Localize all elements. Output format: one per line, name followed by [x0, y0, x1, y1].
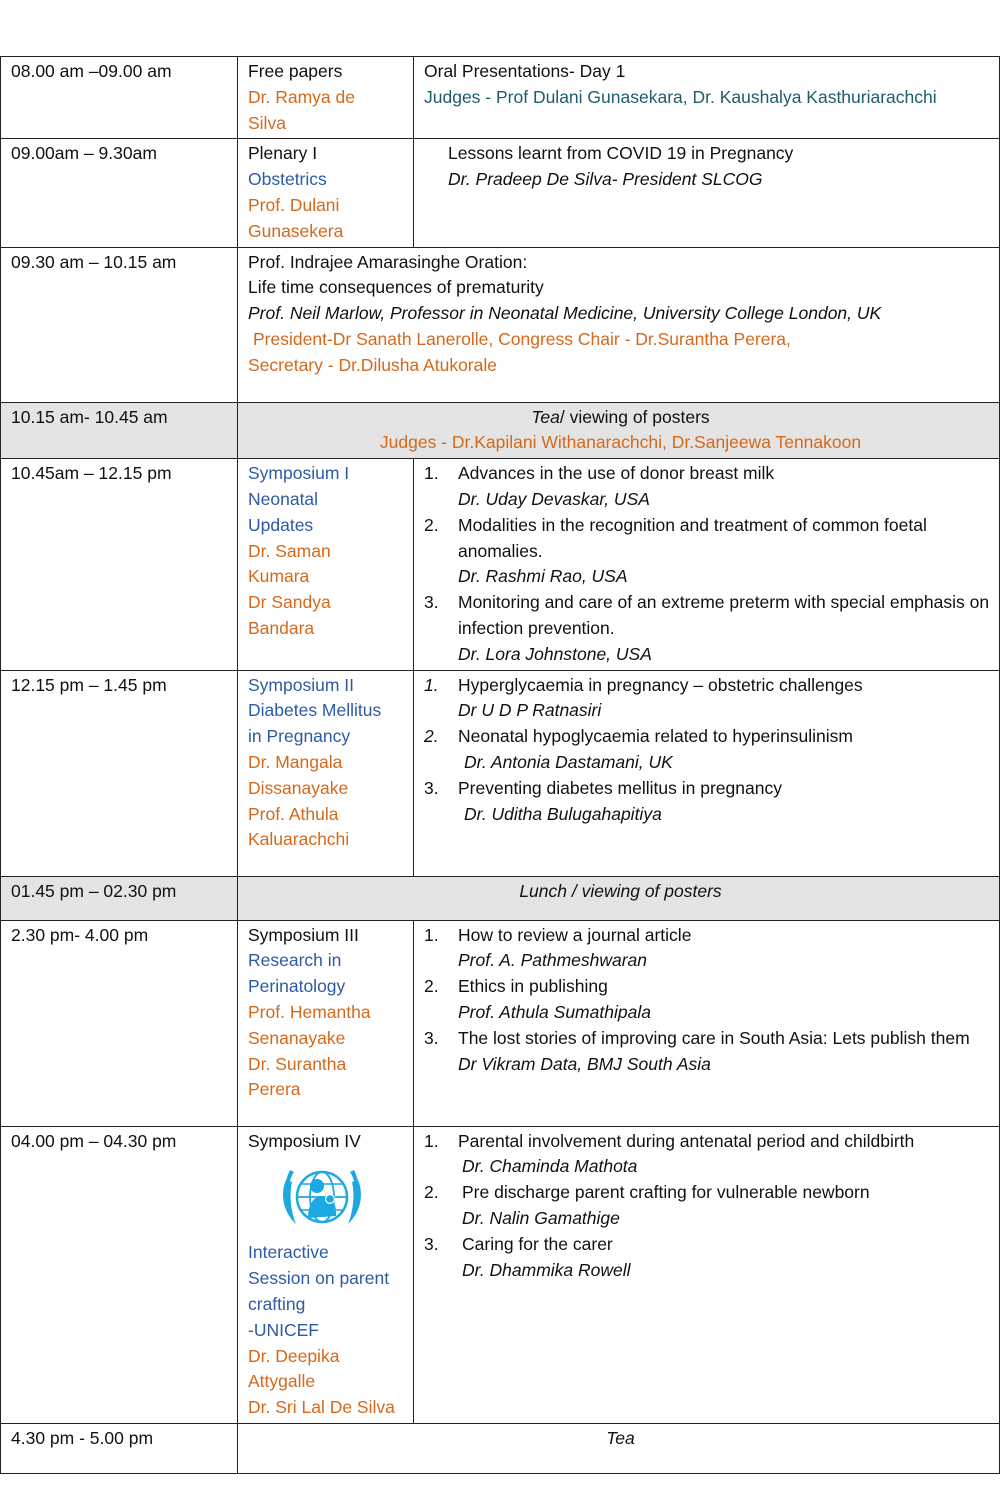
session-line: Updates	[248, 514, 314, 535]
chair-line: Dr. Deepika	[248, 1345, 340, 1366]
speaker-line: Dr. Chaminda Mathota	[462, 1156, 638, 1177]
speaker-line: Prof. Neil Marlow, Professor in Neonatal Medicine, University College London, UK	[248, 303, 882, 324]
session-cell	[238, 1126, 414, 1423]
break-label-rest: / viewing of posters	[559, 406, 710, 427]
time-cell: 09.00am – 9.30am	[1, 139, 238, 247]
item-number: 1.	[424, 674, 439, 695]
break-label: Tea	[606, 1427, 635, 1448]
list-item	[424, 590, 993, 642]
item-title: Caring for the carer	[462, 1233, 613, 1254]
list-item	[424, 776, 993, 802]
session-cell	[238, 57, 414, 139]
break-cell	[238, 402, 1000, 459]
item-number: 1.	[424, 463, 439, 484]
item-number: 2.	[424, 1182, 439, 1203]
table-row	[1, 1126, 1000, 1423]
chair-line: Gunasekera	[248, 220, 344, 241]
chair-line: Dr. Saman	[248, 540, 331, 561]
table-row	[1, 459, 1000, 670]
session-title: Symposium IV	[248, 1130, 361, 1151]
session-line: Symposium II	[248, 674, 354, 695]
list-item	[424, 923, 993, 949]
item-title: Pre discharge parent crafting for vulnerable newborn	[462, 1182, 870, 1203]
table-row	[1, 57, 1000, 139]
item-title: The lost stories of improving care in South Asia: Lets publish them	[458, 1027, 970, 1048]
content-cell	[414, 57, 1000, 139]
item-title: Parental involvement during antenatal period and childbirth	[458, 1130, 915, 1151]
content-cell	[414, 1126, 1000, 1423]
speaker-line: Dr. Nalin Gamathige	[462, 1207, 620, 1228]
table-row	[1, 1423, 1000, 1473]
time-cell: 10.45am – 12.15 pm	[1, 459, 238, 670]
time-cell: 08.00 am –09.00 am	[1, 57, 238, 139]
judges-line: Judges - Prof Dulani Gunasekara, Dr. Kaushalya Kasthuriarachchi	[424, 86, 937, 107]
speaker-line: Dr. Uditha Bulugahapitiya	[464, 803, 662, 824]
chair-line: Perera	[248, 1079, 301, 1100]
item-number: 2.	[424, 514, 439, 535]
item-title: Ethics in publishing	[458, 976, 608, 997]
chair-line: Prof. Athula	[248, 803, 339, 824]
session-line: in Pregnancy	[248, 726, 351, 747]
session-line: Research in	[248, 950, 342, 971]
item-number: 2.	[424, 726, 439, 747]
oration-subtitle: Life time consequences of prematurity	[248, 277, 544, 298]
table-row	[1, 247, 1000, 402]
judges-line: Judges - Dr.Kapilani Withanarachchi, Dr.Sanjeewa Tennakoon	[379, 432, 862, 453]
chair-line: Dr. Surantha	[248, 1053, 347, 1074]
item-title: Neonatal hypoglycaemia related to hyperinsulinism	[458, 726, 853, 747]
speaker-line: Dr. Dhammika Rowell	[462, 1259, 631, 1280]
session-cell	[238, 920, 414, 1126]
session-line: Neonatal	[248, 488, 319, 509]
item-title: Monitoring and care of an extreme preterm with special emphasis on infection prevention.	[458, 592, 990, 638]
list-item	[424, 461, 993, 487]
session-line: Perinatology	[248, 976, 346, 997]
speaker-line: Dr. Pradeep De Silva- President SLCOG	[448, 169, 763, 190]
content-title: Oral Presentations- Day 1	[424, 61, 626, 81]
session-line: Interactive	[248, 1242, 329, 1263]
schedule-table	[0, 56, 1000, 1474]
session-title: Symposium III	[248, 924, 359, 945]
session-line: Session on parent	[248, 1268, 390, 1289]
session-cell	[238, 459, 414, 670]
item-title: Hyperglycaemia in pregnancy – obstetric challenges	[458, 674, 863, 695]
session-line: Diabetes Mellitus	[248, 700, 382, 721]
chair-line: Kaluarachchi	[248, 829, 350, 850]
speaker-line: Dr. Lora Johnstone, USA	[458, 643, 652, 664]
item-number: 3.	[424, 1027, 439, 1048]
break-cell	[238, 876, 1000, 920]
list-item	[424, 724, 993, 750]
list-item	[424, 1232, 993, 1258]
item-title: How to review a journal article	[458, 924, 692, 945]
break-label: Tea	[531, 406, 560, 427]
chair-line: Dr Sandya	[248, 592, 331, 613]
session-line: crafting	[248, 1293, 306, 1314]
chairs-line: Secretary - Dr.Dilusha Atukorale	[248, 354, 497, 375]
speaker-line: Dr. Antonia Dastamani, UK	[464, 751, 673, 772]
content-title: Lessons learnt from COVID 19 in Pregnancy	[448, 143, 794, 164]
item-title: Preventing diabetes mellitus in pregnancy	[458, 777, 782, 798]
session-cell	[238, 139, 414, 247]
chair-line: Attygalle	[248, 1371, 316, 1392]
time-cell: 4.30 pm - 5.00 pm	[1, 1423, 238, 1473]
table-row	[1, 402, 1000, 459]
chair-line: Dr. Sri Lal De Silva	[248, 1397, 395, 1418]
speaker-line: Prof. A. Pathmeshwaran	[458, 950, 648, 971]
speaker-line: Dr. Rashmi Rao, USA	[458, 566, 628, 587]
content-cell	[414, 920, 1000, 1126]
chair-line: Silva	[248, 112, 286, 133]
oration-cell	[238, 247, 1000, 402]
table-row	[1, 139, 1000, 247]
chair-line: Senanayake	[248, 1027, 346, 1048]
chair-line: Prof. Hemantha	[248, 1001, 371, 1022]
oration-title: Prof. Indrajee Amarasinghe Oration:	[248, 251, 528, 272]
content-cell	[414, 670, 1000, 876]
speaker-line: Dr. Uday Devaskar, USA	[458, 488, 650, 509]
item-number: 3.	[424, 592, 439, 613]
item-number: 1.	[424, 924, 439, 945]
session-line: -UNICEF	[248, 1319, 319, 1340]
chair-line: Bandara	[248, 617, 315, 638]
session-cell	[238, 670, 414, 876]
chair-line: Kumara	[248, 566, 310, 587]
item-number: 1.	[424, 1130, 439, 1151]
list-item	[424, 1180, 993, 1206]
list-item	[424, 1129, 993, 1155]
break-label: Lunch / viewing of posters	[519, 880, 722, 901]
session-line: Symposium I	[248, 463, 350, 484]
list-item	[424, 673, 993, 699]
time-cell: 04.00 pm – 04.30 pm	[1, 1126, 238, 1423]
chair-line: Dr. Ramya de	[248, 86, 355, 107]
content-cell	[414, 139, 1000, 247]
speaker-line: Prof. Athula Sumathipala	[458, 1001, 651, 1022]
list-item	[424, 974, 993, 1000]
table-row	[1, 876, 1000, 920]
item-number: 2.	[424, 976, 439, 997]
session-title: Free papers	[248, 61, 343, 81]
item-number: 3.	[424, 777, 439, 798]
list-item	[424, 1026, 993, 1052]
time-cell: 10.15 am- 10.45 am	[1, 402, 238, 459]
table-row	[1, 670, 1000, 876]
time-cell: 2.30 pm- 4.00 pm	[1, 920, 238, 1126]
break-cell	[238, 1423, 1000, 1473]
content-cell	[414, 459, 1000, 670]
time-cell: 12.15 pm – 1.45 pm	[1, 670, 238, 876]
item-number: 3.	[424, 1233, 439, 1254]
chair-line: Dissanayake	[248, 777, 349, 798]
chairs-line: President-Dr Sanath Lanerolle, Congress Chair - Dr.Surantha Perera,	[253, 328, 791, 349]
time-cell: 01.45 pm – 02.30 pm	[1, 876, 238, 920]
speaker-line: Dr U D P Ratnasiri	[458, 700, 602, 721]
session-topic: Obstetrics	[248, 169, 327, 190]
item-title: Modalities in the recognition and treatment of common foetal anomalies.	[458, 514, 927, 561]
table-row	[1, 920, 1000, 1126]
item-title: Advances in the use of donor breast milk	[458, 463, 775, 484]
chair-line: Prof. Dulani	[248, 194, 340, 215]
list-item	[424, 513, 993, 565]
session-title: Plenary I	[248, 143, 318, 164]
chair-line: Dr. Mangala	[248, 751, 343, 772]
speaker-line: Dr Vikram Data, BMJ South Asia	[458, 1053, 711, 1074]
unicef-emblem-icon	[274, 1160, 370, 1234]
time-cell: 09.30 am – 10.15 am	[1, 247, 238, 402]
